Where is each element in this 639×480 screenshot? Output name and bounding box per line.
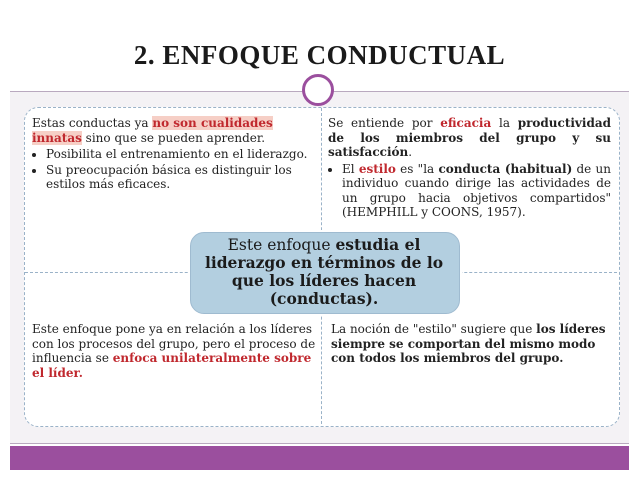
bullet-text: El xyxy=(342,161,359,176)
top-left-text: Estas conductas ya xyxy=(32,116,153,130)
quadrant-top-right xyxy=(328,116,611,221)
quadrant-bottom-left xyxy=(32,322,322,380)
top-right-emphasis: eficacia xyxy=(440,116,492,130)
top-left-emphasis: no son cualidades innatas xyxy=(32,116,273,145)
list-item xyxy=(342,162,611,220)
bottom-accent-bar xyxy=(10,446,629,470)
bullet-text-mid: es "la xyxy=(395,161,439,176)
center-text-plain: Este enfoque xyxy=(227,236,336,254)
bullet-emphasis: estilo xyxy=(358,161,396,176)
circle-ornament-icon xyxy=(302,74,334,106)
center-text-bold: estudia el liderazgo en términos de lo que los líderes hacen (conductas). xyxy=(204,235,444,308)
quadrant-top-left xyxy=(32,116,316,193)
top-right-bullet-list xyxy=(328,162,611,220)
bottom-left-text: Este enfoque pone ya en relación a los líderes con los procesos del grupo, pero el proceso de influencia se xyxy=(32,322,316,365)
top-right-text-mid: la xyxy=(491,116,518,130)
top-left-text-end: sino que se pueden aprender. xyxy=(81,130,266,145)
quadrant-bottom-right xyxy=(331,322,611,366)
top-left-paragraph xyxy=(32,116,316,145)
bottom-left-emphasis: enfoca unilateralmente sobre el líder. xyxy=(32,351,312,380)
bullet-bold: conducta (habitual) xyxy=(438,161,573,176)
top-right-text-end: . xyxy=(408,145,413,159)
list-item: • Posibilita el entrenamiento en el liderazgo. xyxy=(46,147,316,162)
top-right-paragraph xyxy=(328,116,611,160)
list-item: • Su preocupación básica es distinguir los estilos más eficaces. xyxy=(46,163,316,192)
bottom-divider xyxy=(10,443,629,444)
center-callout-text xyxy=(196,236,452,308)
bullet-text-end: de un individuo cuando dirige las actividades de un grupo hacia objetivos compartidos"(HEMPHILL y COONS, 1957). xyxy=(342,161,611,219)
top-left-bullet-list xyxy=(32,147,316,192)
slide-title: 2. ENFOQUE CONDUCTUAL xyxy=(133,40,506,70)
bottom-right-bold: los líderes siempre se comportan del mismo modo con todos los miembros del grupo. xyxy=(331,322,606,365)
top-right-bold: productividad de los miembros del grupo y su satisfacción xyxy=(328,116,612,159)
bottom-right-text: La noción de "estilo" sugiere que xyxy=(331,322,537,336)
top-right-text: Se entiende por xyxy=(328,116,441,130)
